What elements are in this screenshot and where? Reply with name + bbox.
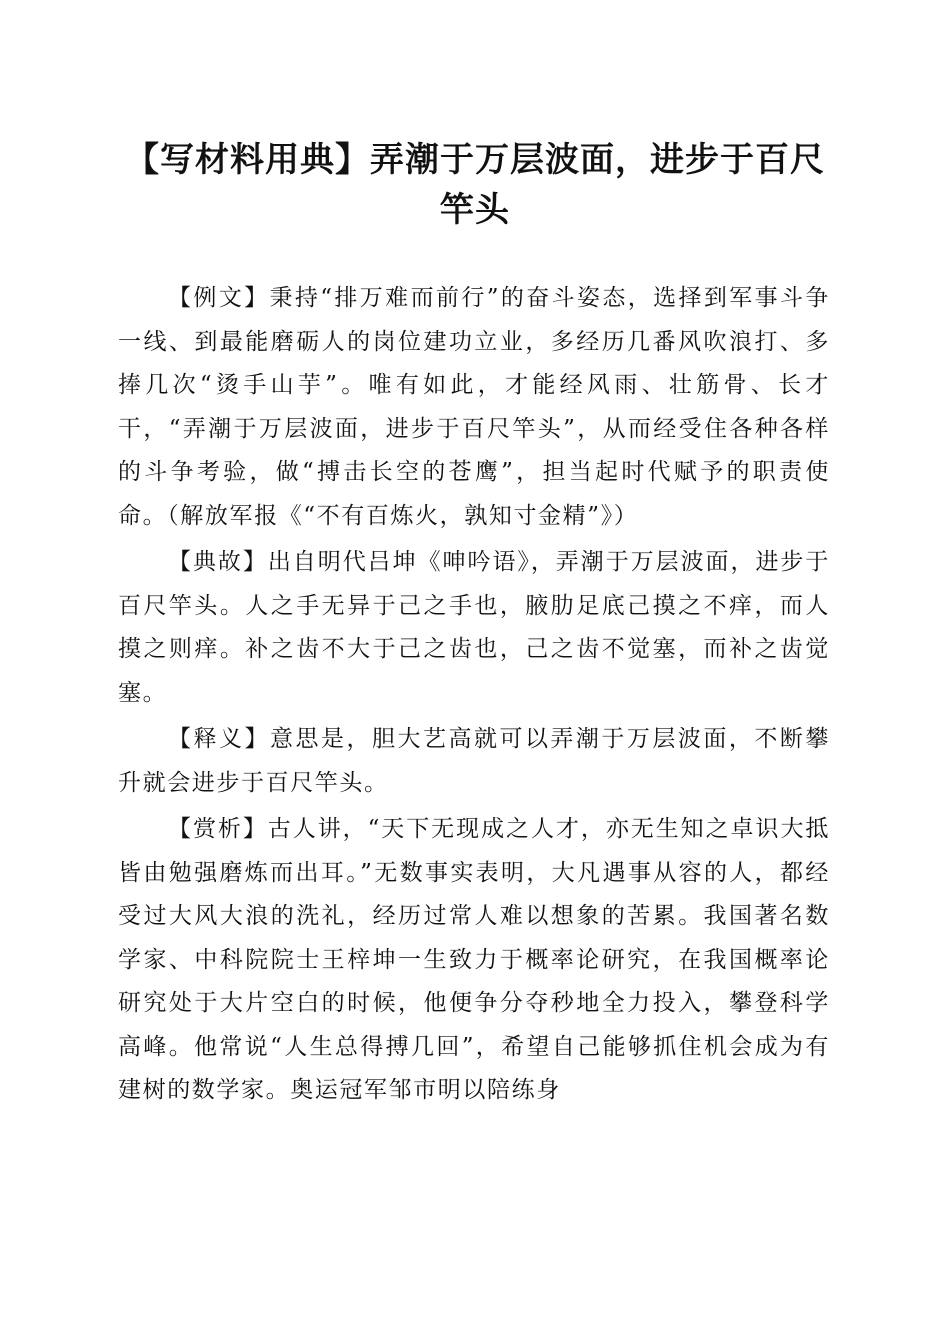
paragraph-tag: 【赏析】 [168, 816, 268, 842]
paragraph-tag: 【释义】 [168, 726, 270, 752]
paragraph-meaning [118, 718, 830, 805]
paragraph-text: 意思是，胆大艺高就可以弄潮于万层波面，不断攀升就会进步于百尺竿头。 [118, 726, 830, 796]
paragraph-tag: 【典故】 [168, 549, 268, 575]
document-body [118, 277, 830, 1116]
paragraph-text: 古人讲，“天下无现成之人才，亦无生知之卓识大抵皆由勉强磨炼而出耳。”无数事实表明，大凡遇事从容的人，都经受过大风大浪的洗礼，经历过常人难以想象的苦累。我国著名数学家、中科院院士王梓坤一生致力于概率论研究，在我国概率论研究处于大片空白的时候，他便争分夺秒地全力投入，攀登科学高峰。他常说“人生总得搏几回”，希望自己能够抓住机会成为有建树的数学家。奥运冠军邹市明以陪练身 [118, 816, 830, 1103]
paragraph-example [118, 277, 830, 538]
paragraph-allusion [118, 541, 830, 715]
paragraph-tag: 【例文】 [168, 285, 270, 311]
paragraph-text: 出自明代吕坤《呻吟语》，弄潮于万层波面，进步于百尺竿头。人之手无异于己之手也，腋肋足底己摸之不痒，而人摸之则痒。补之齿不大于己之齿也，己之齿不觉塞，而补之齿觉塞。 [118, 549, 830, 706]
document-title: 【写材料用典】弄潮于万层波面，进步于百尺竿头 [125, 140, 825, 230]
paragraph-text: 秉持“排万难而前行”的奋斗姿态，选择到军事斗争一线、到最能磨砺人的岗位建功立业，多经历几番风吹浪打、多捧几次“烫手山芋”。唯有如此，才能经风雨、壮筋骨、长才干，“弄潮于万层波面，进步于百尺竿头”，从而经受住各种各样的斗争考验，做“搏击长空的苍鹰”，担当起时代赋予的职责使命。（解放军报《“不有百炼火，孰知寸金精”》） [118, 285, 830, 529]
paragraph-appreciation [118, 808, 830, 1113]
